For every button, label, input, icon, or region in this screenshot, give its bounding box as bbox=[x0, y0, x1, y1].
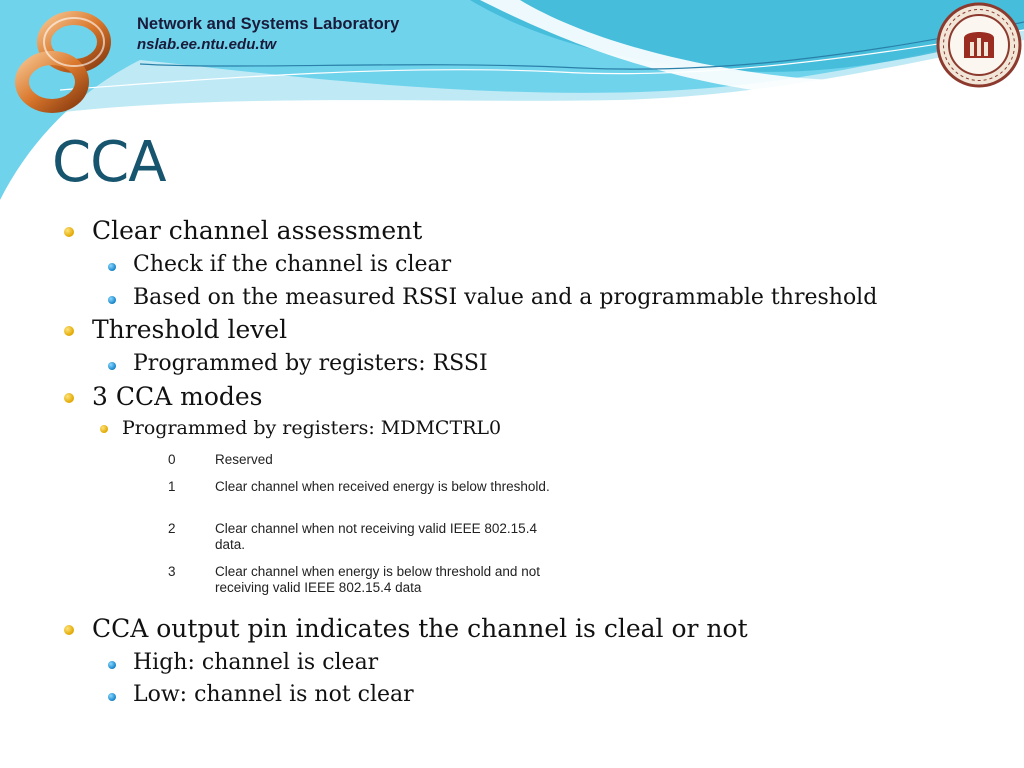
bullet-registers-mdmctrl0: Programmed by registers: MDMCTRL0 bbox=[122, 417, 502, 439]
bullet-cca-modes: 3 CCA modes bbox=[92, 382, 263, 411]
infinity-ribbon-logo-icon bbox=[8, 6, 120, 118]
bullet-threshold-level: Threshold level bbox=[92, 315, 288, 344]
mode-number: 1 bbox=[168, 479, 176, 494]
bullet-clear-channel-assessment: Clear channel assessment bbox=[92, 216, 423, 245]
bullet-high-clear: High: channel is clear bbox=[133, 650, 379, 675]
bullet-rssi-threshold: Based on the measured RSSI value and a programmable threshold bbox=[133, 285, 878, 310]
slide-title: CCA bbox=[52, 130, 166, 195]
bullet-registers-rssi: Programmed by registers: RSSI bbox=[133, 351, 488, 376]
mode-description: Clear channel when not receiving valid IEEE 802.15.4 data. bbox=[215, 521, 537, 552]
university-seal-icon bbox=[936, 2, 1022, 88]
bullet-dot-icon bbox=[64, 227, 74, 237]
bullet-dot-icon bbox=[108, 693, 116, 701]
bullet-dot-icon bbox=[108, 263, 116, 271]
lab-name: Network and Systems Laboratory bbox=[137, 15, 400, 33]
mode-number: 3 bbox=[168, 564, 176, 579]
mode-description: Reserved bbox=[215, 452, 273, 467]
bullet-dot-icon bbox=[108, 362, 116, 370]
bullet-dot-icon bbox=[108, 661, 116, 669]
mode-number: 2 bbox=[168, 521, 176, 536]
bullet-dot-icon bbox=[64, 625, 74, 635]
mode-number: 0 bbox=[168, 452, 176, 467]
bullet-cca-output-pin: CCA output pin indicates the channel is cleal or not bbox=[92, 614, 748, 643]
bullet-check-channel: Check if the channel is clear bbox=[133, 252, 452, 277]
bullet-low-not-clear: Low: channel is not clear bbox=[133, 682, 414, 707]
mode-description: Clear channel when energy is below threshold and not receiving valid IEEE 802.15.4 data bbox=[215, 564, 540, 595]
bullet-dot-icon bbox=[64, 393, 74, 403]
bullet-dot-icon bbox=[64, 326, 74, 336]
mode-description: Clear channel when received energy is below threshold. bbox=[215, 479, 550, 494]
bullet-dot-icon bbox=[108, 296, 116, 304]
bullet-dot-icon bbox=[100, 425, 108, 433]
lab-url: nslab.ee.ntu.edu.tw bbox=[137, 36, 277, 53]
